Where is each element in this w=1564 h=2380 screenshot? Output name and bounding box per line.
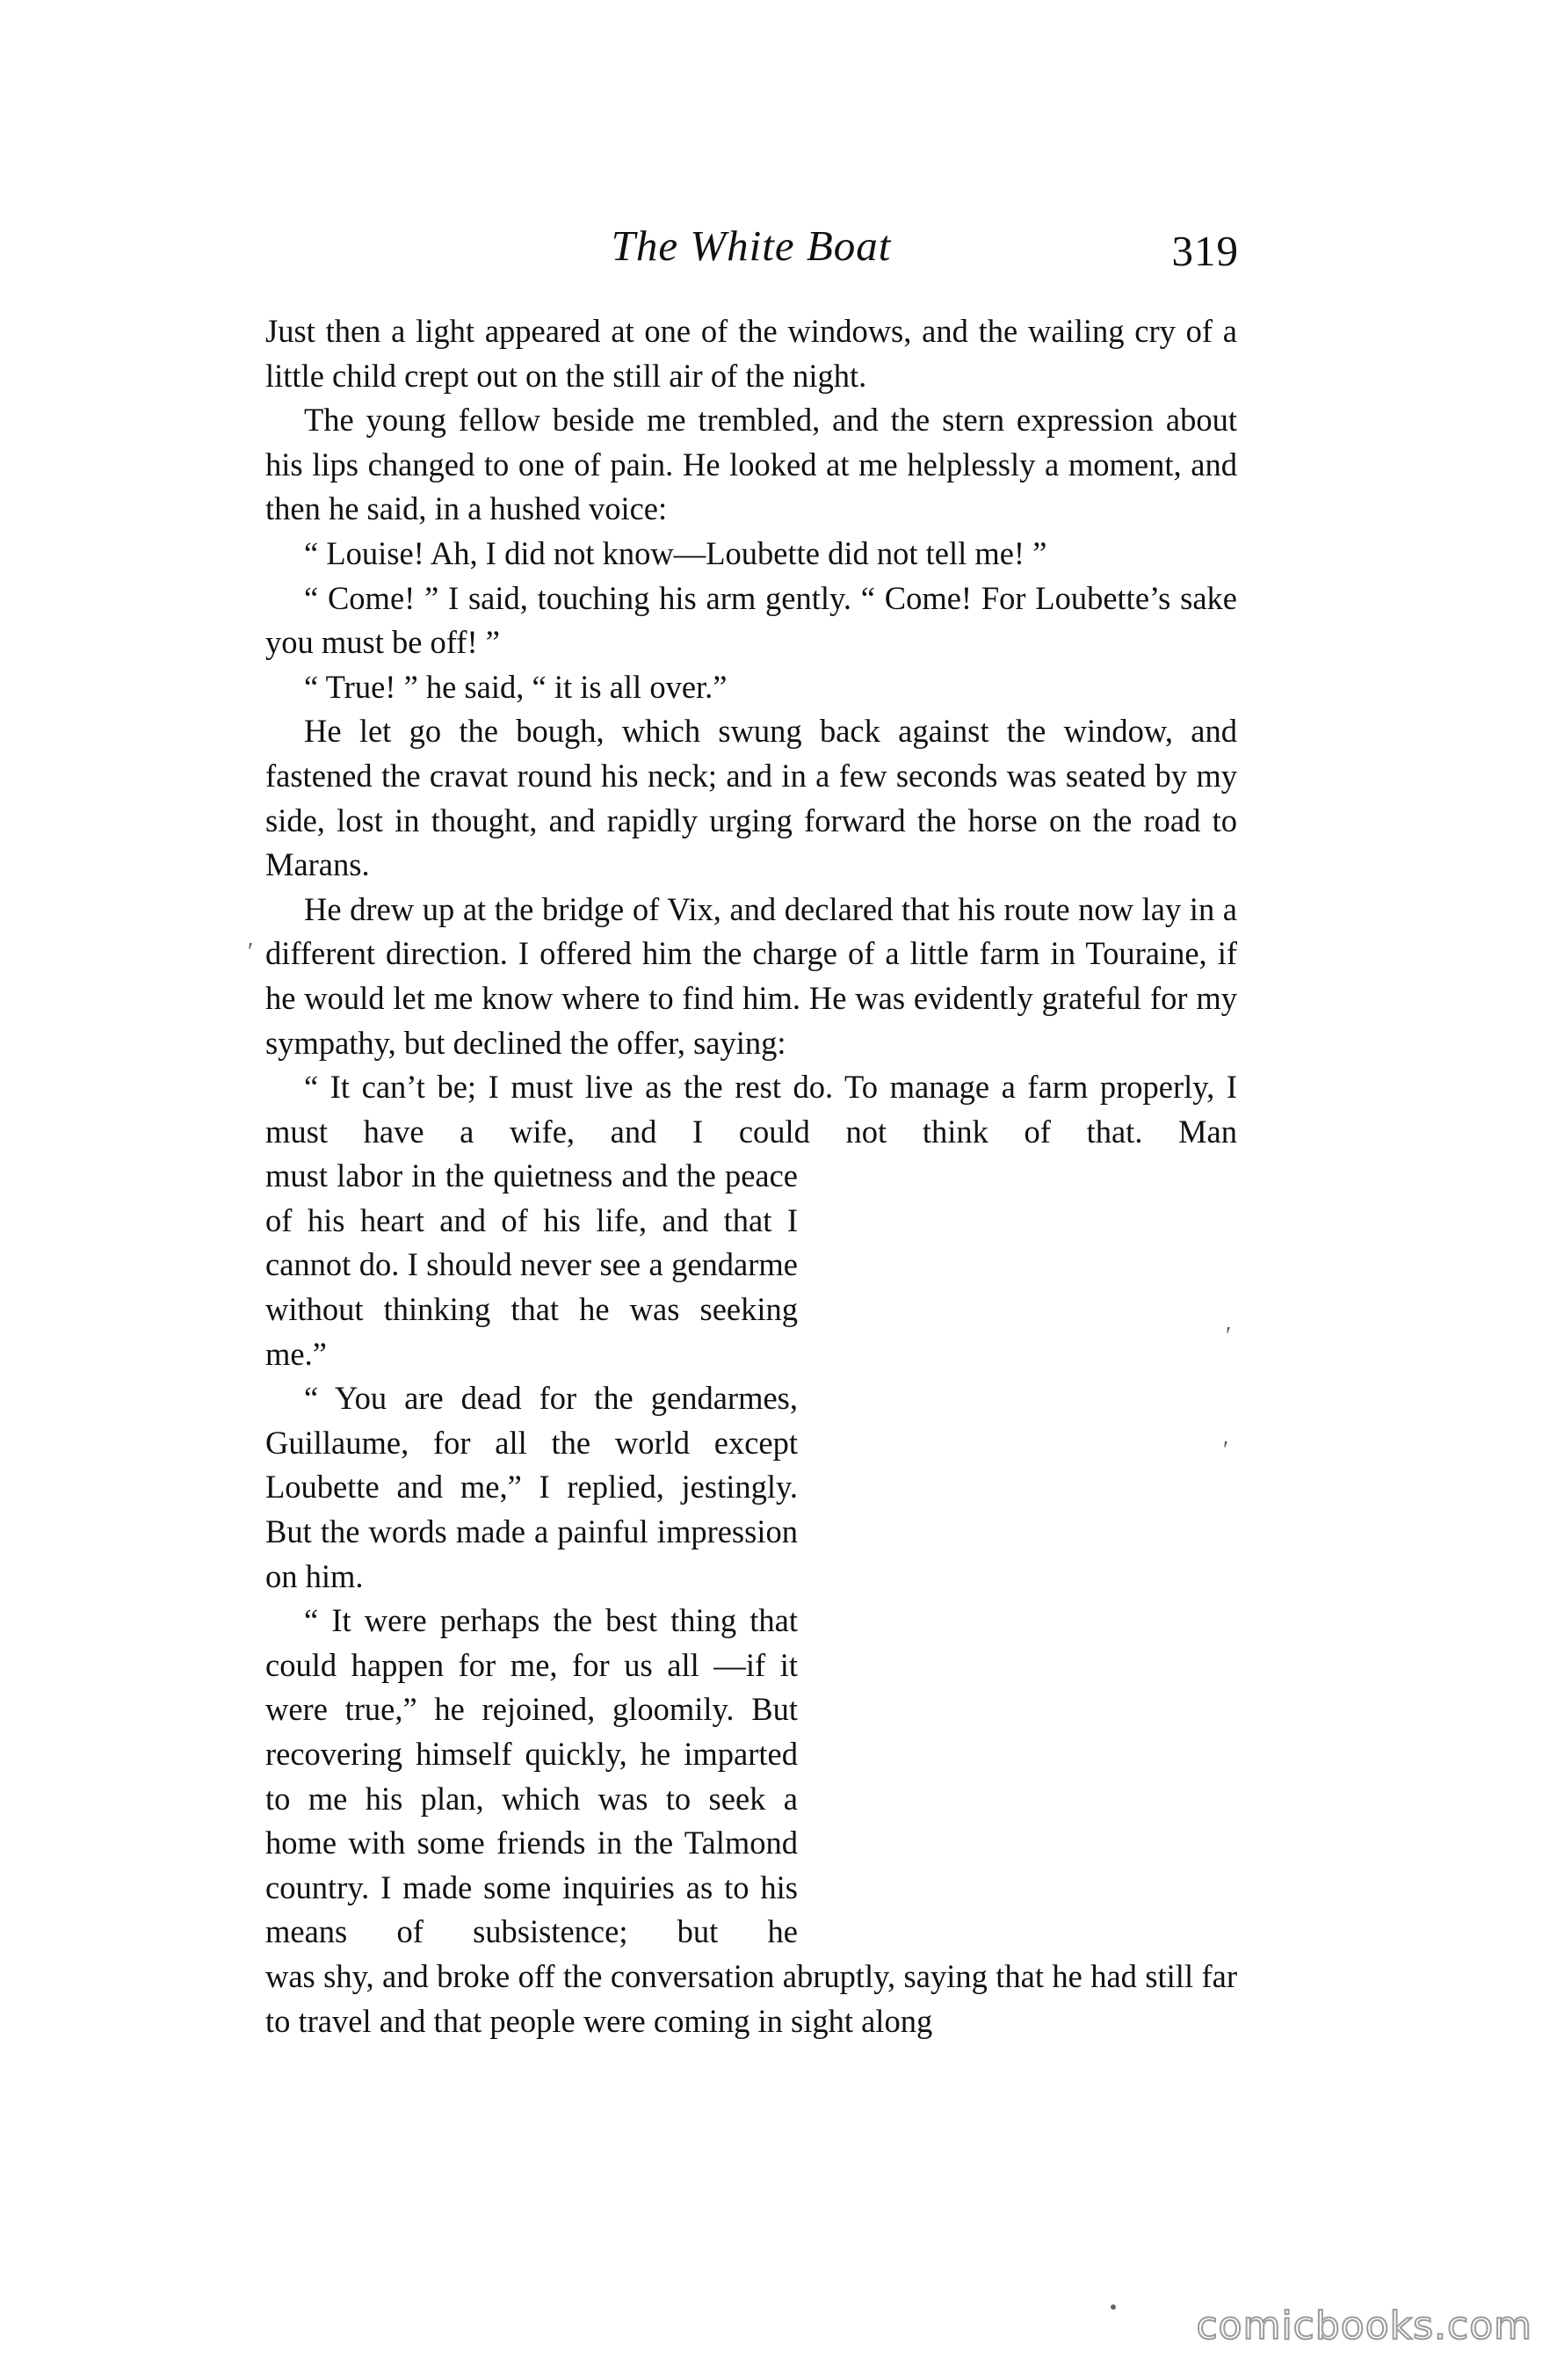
- stray-mark: ′: [248, 939, 254, 966]
- running-title: The White Boat: [611, 221, 892, 270]
- watermark-dot: [1111, 2304, 1116, 2310]
- page-number: 319: [1171, 227, 1239, 275]
- watermark-logo: comicbooks.com: [1196, 2304, 1532, 2348]
- paragraph-1: Just then a light appeared at one of the windows, and the wailing cry of a little child crept out on the still air of the night.: [265, 313, 1237, 394]
- stray-mark: ′: [1223, 1437, 1229, 1464]
- running-head: [264, 211, 1239, 281]
- paragraph-8-start: “ It can’t be; I must live as the rest do. To manage a farm properly, I must have a wife, and I could not think of that. Man: [265, 1069, 1237, 1150]
- paragraph-4: “ Come! ” I said, touching his arm gently. “ Come! For Loubette’s sake you must be off! ”: [265, 579, 1237, 661]
- paragraph-10-continued: was shy, and broke off the conversation abruptly, saying that he had still far to travel and that people were coming in sight along: [265, 1957, 1237, 2039]
- paragraph-7: He drew up at the bridge of Vix, and declared that his route now lay in a different direction. I offered him the charge of a little farm in Touraine, if he would let me know where to find him. He was evidently grateful for my sympathy, but declined the offer, saying:: [265, 890, 1237, 1061]
- paragraph-3: “ Louise! Ah, I did not know—Loubette did not tell me! ”: [304, 534, 1047, 571]
- paragraph-10-start: “ It were perhaps the best thing that could happen for me, for us all —if it were true,” he rejoined, gloomily. But recovering himself quickly, he imparted to me his plan, which was to seek a home with some friends in the Talmond country. I made some inquiries as to his means of subsistence; but he: [265, 1602, 798, 1950]
- paragraph-2: The young fellow beside me trembled, and the stern expression about his lips changed to one of pain. He looked at me helplessly a moment, and then he said, in a hushed voice:: [265, 402, 1237, 527]
- paragraph-8-continued: must labor in the quietness and the peace of his heart and of his life, and that I cannot do. I should never see a gendarme without thinking that he was seeking me.”: [265, 1157, 798, 1372]
- paragraph-5: “ True! ” he said, “ it is all over.”: [304, 668, 728, 705]
- paragraph-6: He let go the bough, which swung back against the window, and fastened the cravat round his neck; and in a few seconds was seated by my side, lost in thought, and rapidly urging forward the horse on the road to Marans.: [265, 713, 1237, 883]
- body-text: [265, 309, 1237, 2043]
- paragraph-9: “ You are dead for the gendarmes, Guillaume, for all the world except Loubette and me,” I replied, jestingly. But the words made a painful impression on him.: [265, 1380, 798, 1594]
- stray-mark: ′: [1226, 1323, 1232, 1350]
